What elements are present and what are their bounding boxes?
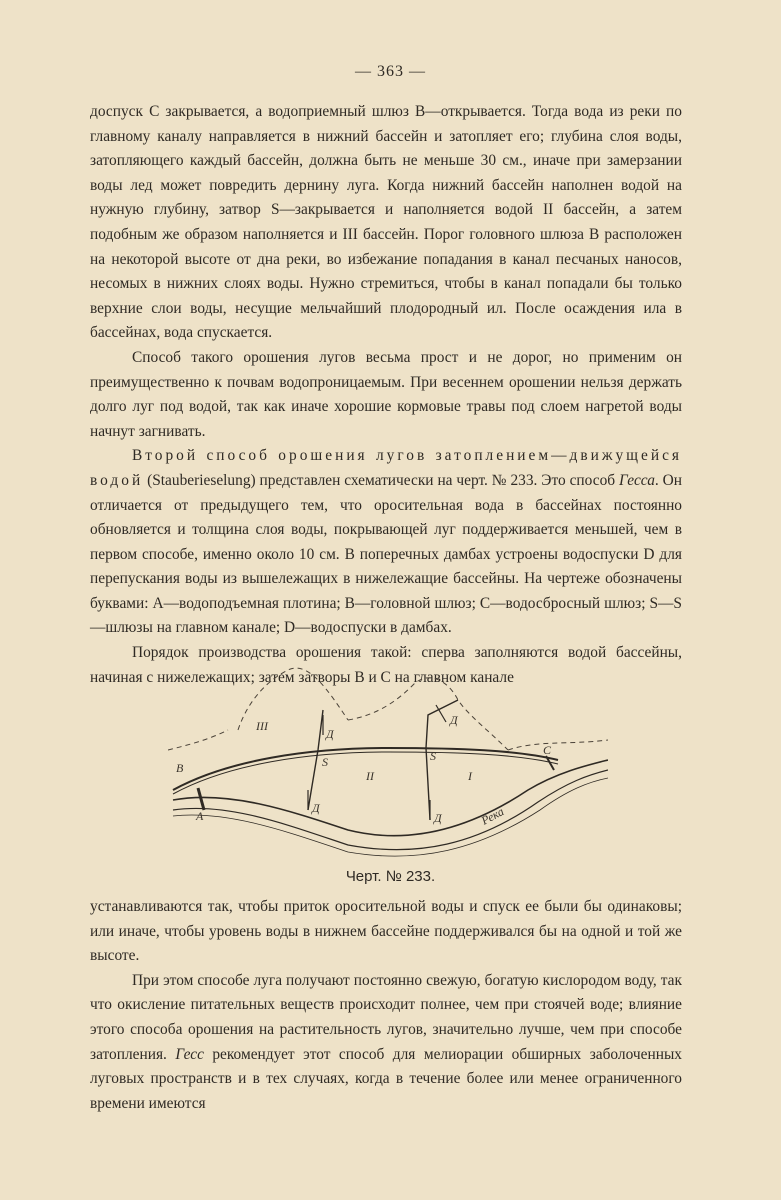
label-basin-i: I: [468, 769, 472, 783]
paragraph-2: Способ такого орошения лугов весьма прост и не дорог, но применим он преимущественно к почвам водопроницаемым. При весеннем орошении нельзя держать долго луг под водой, так как иначе хорошие кормовые травы под слоем нагретой воды начнут загнивать.: [90, 348, 682, 440]
author-name-2: Гесс: [175, 1045, 204, 1063]
paragraph-3-text-a: (Stauberieselung) представлен схематически на черт. № 233. Это способ: [143, 471, 620, 489]
paragraph-1: доспуск С закрывается, а водоприемный шлюз В—открывается. Тогда вода из реки по главному каналу направляется в нижний бассейн и затопляет его; глубина слоя воды, затопляющего каждый бассейн, должна быть не меньше 30 см., иначе при замерзании воды лед может повредить дернину луга. Когда нижний бассейн наполнен водой на нужную глубину, затвор S—закрывается и наполняется водой II бассейн, а затем подобным же образом наполняется и III бассейн. Порог головного шлюза В расположен на некоторой высоте от дна реки, во избежание попадания в канал песчаных наносов, несомых в нижних слоях воды. Нужно стремиться, чтобы в канал попадали бы только верхние слои воды, несущие мельчайший плодородный ил. После осаждения ила в бассейнах, вода спускается.: [90, 103, 682, 342]
sluice-d-3: [436, 705, 446, 722]
contour-line-right: [508, 740, 608, 750]
label-s-1: S: [322, 755, 328, 769]
dam-a: [198, 788, 204, 810]
diagram-svg: [168, 660, 608, 865]
paragraph-6: [90, 969, 682, 1117]
paragraph-6-text-b: рекомендует этот способ для мелиорации обширных заболоченных луговых пространств и в тех случаях, когда в течение более или менее ограниченного времени имеются: [90, 1045, 682, 1112]
label-basin-iii: III: [256, 719, 268, 733]
cross-dam-1: [308, 710, 323, 810]
label-river: Река: [478, 804, 507, 828]
label-b: B: [176, 761, 184, 775]
label-d-2: Д: [312, 801, 320, 815]
label-d-3: Д: [450, 713, 458, 727]
text-block-top: [90, 100, 682, 690]
irrigation-diagram: [168, 660, 608, 865]
label-d-1: Д: [326, 727, 334, 741]
paragraph-3-text-b: . Он отличается от предыдущего тем, что оросительная вода в бассейнах постоянно обновляется и толщина слоя воды, покрывающей луг поддерживается меньшей, чем в первом способе, именно около 10 см. В поперечных дамбах устроены водоспуски D для перепускания воды из вышележащих в нижележащие бассейны. На чертеже обозначены буквами: А—водоподъемная плотина; В—головной шлюз; С—водосбросный шлюз; S—S —шлюзы на главном канале; D—водоспуски в дамбах.: [90, 471, 683, 637]
contour-line-middle: [348, 678, 508, 750]
paragraph-4: Порядок производства орошения такой: сперва заполняются водой бассейны, начиная с нижележащих; затем затворы В и С на главном канале: [90, 644, 682, 686]
contour-line-left: [238, 668, 348, 730]
label-c: C: [543, 743, 552, 757]
paragraph-3: [90, 444, 682, 641]
spaced-heading: Второй способ орошения лугов затоплением—движущейся водой: [90, 447, 682, 489]
page-number: — 363 —: [355, 63, 426, 80]
label-basin-ii: II: [366, 769, 374, 783]
author-name: Гесса: [619, 471, 655, 489]
text-block-bottom: [90, 895, 682, 1116]
river-bank-lower2: [173, 778, 608, 856]
paragraph-6-text-a: При этом способе луга получают постоянно свежую, богатую кислородом воду, так что окисление питательных веществ происходит полнее, чем при стоячей воде; влияние этого способа орошения на растительность лугов, значительно лучше, чем при способе затопления.: [90, 971, 682, 1063]
contour-line-outer: [168, 730, 228, 750]
river-bank-upper: [173, 760, 608, 836]
paragraph-5: устанавливаются так, чтобы приток оросительной воды и спуск ее были бы одинаковы; или иначе, чтобы уровень воды в нижнем бассейне поддерживался бы на одной и той же высоте.: [90, 898, 682, 965]
figure-caption: Черт. № 233.: [345, 868, 436, 885]
label-s-2: S: [430, 749, 436, 763]
label-a: A: [196, 809, 204, 823]
label-d-4: Д: [434, 811, 442, 825]
